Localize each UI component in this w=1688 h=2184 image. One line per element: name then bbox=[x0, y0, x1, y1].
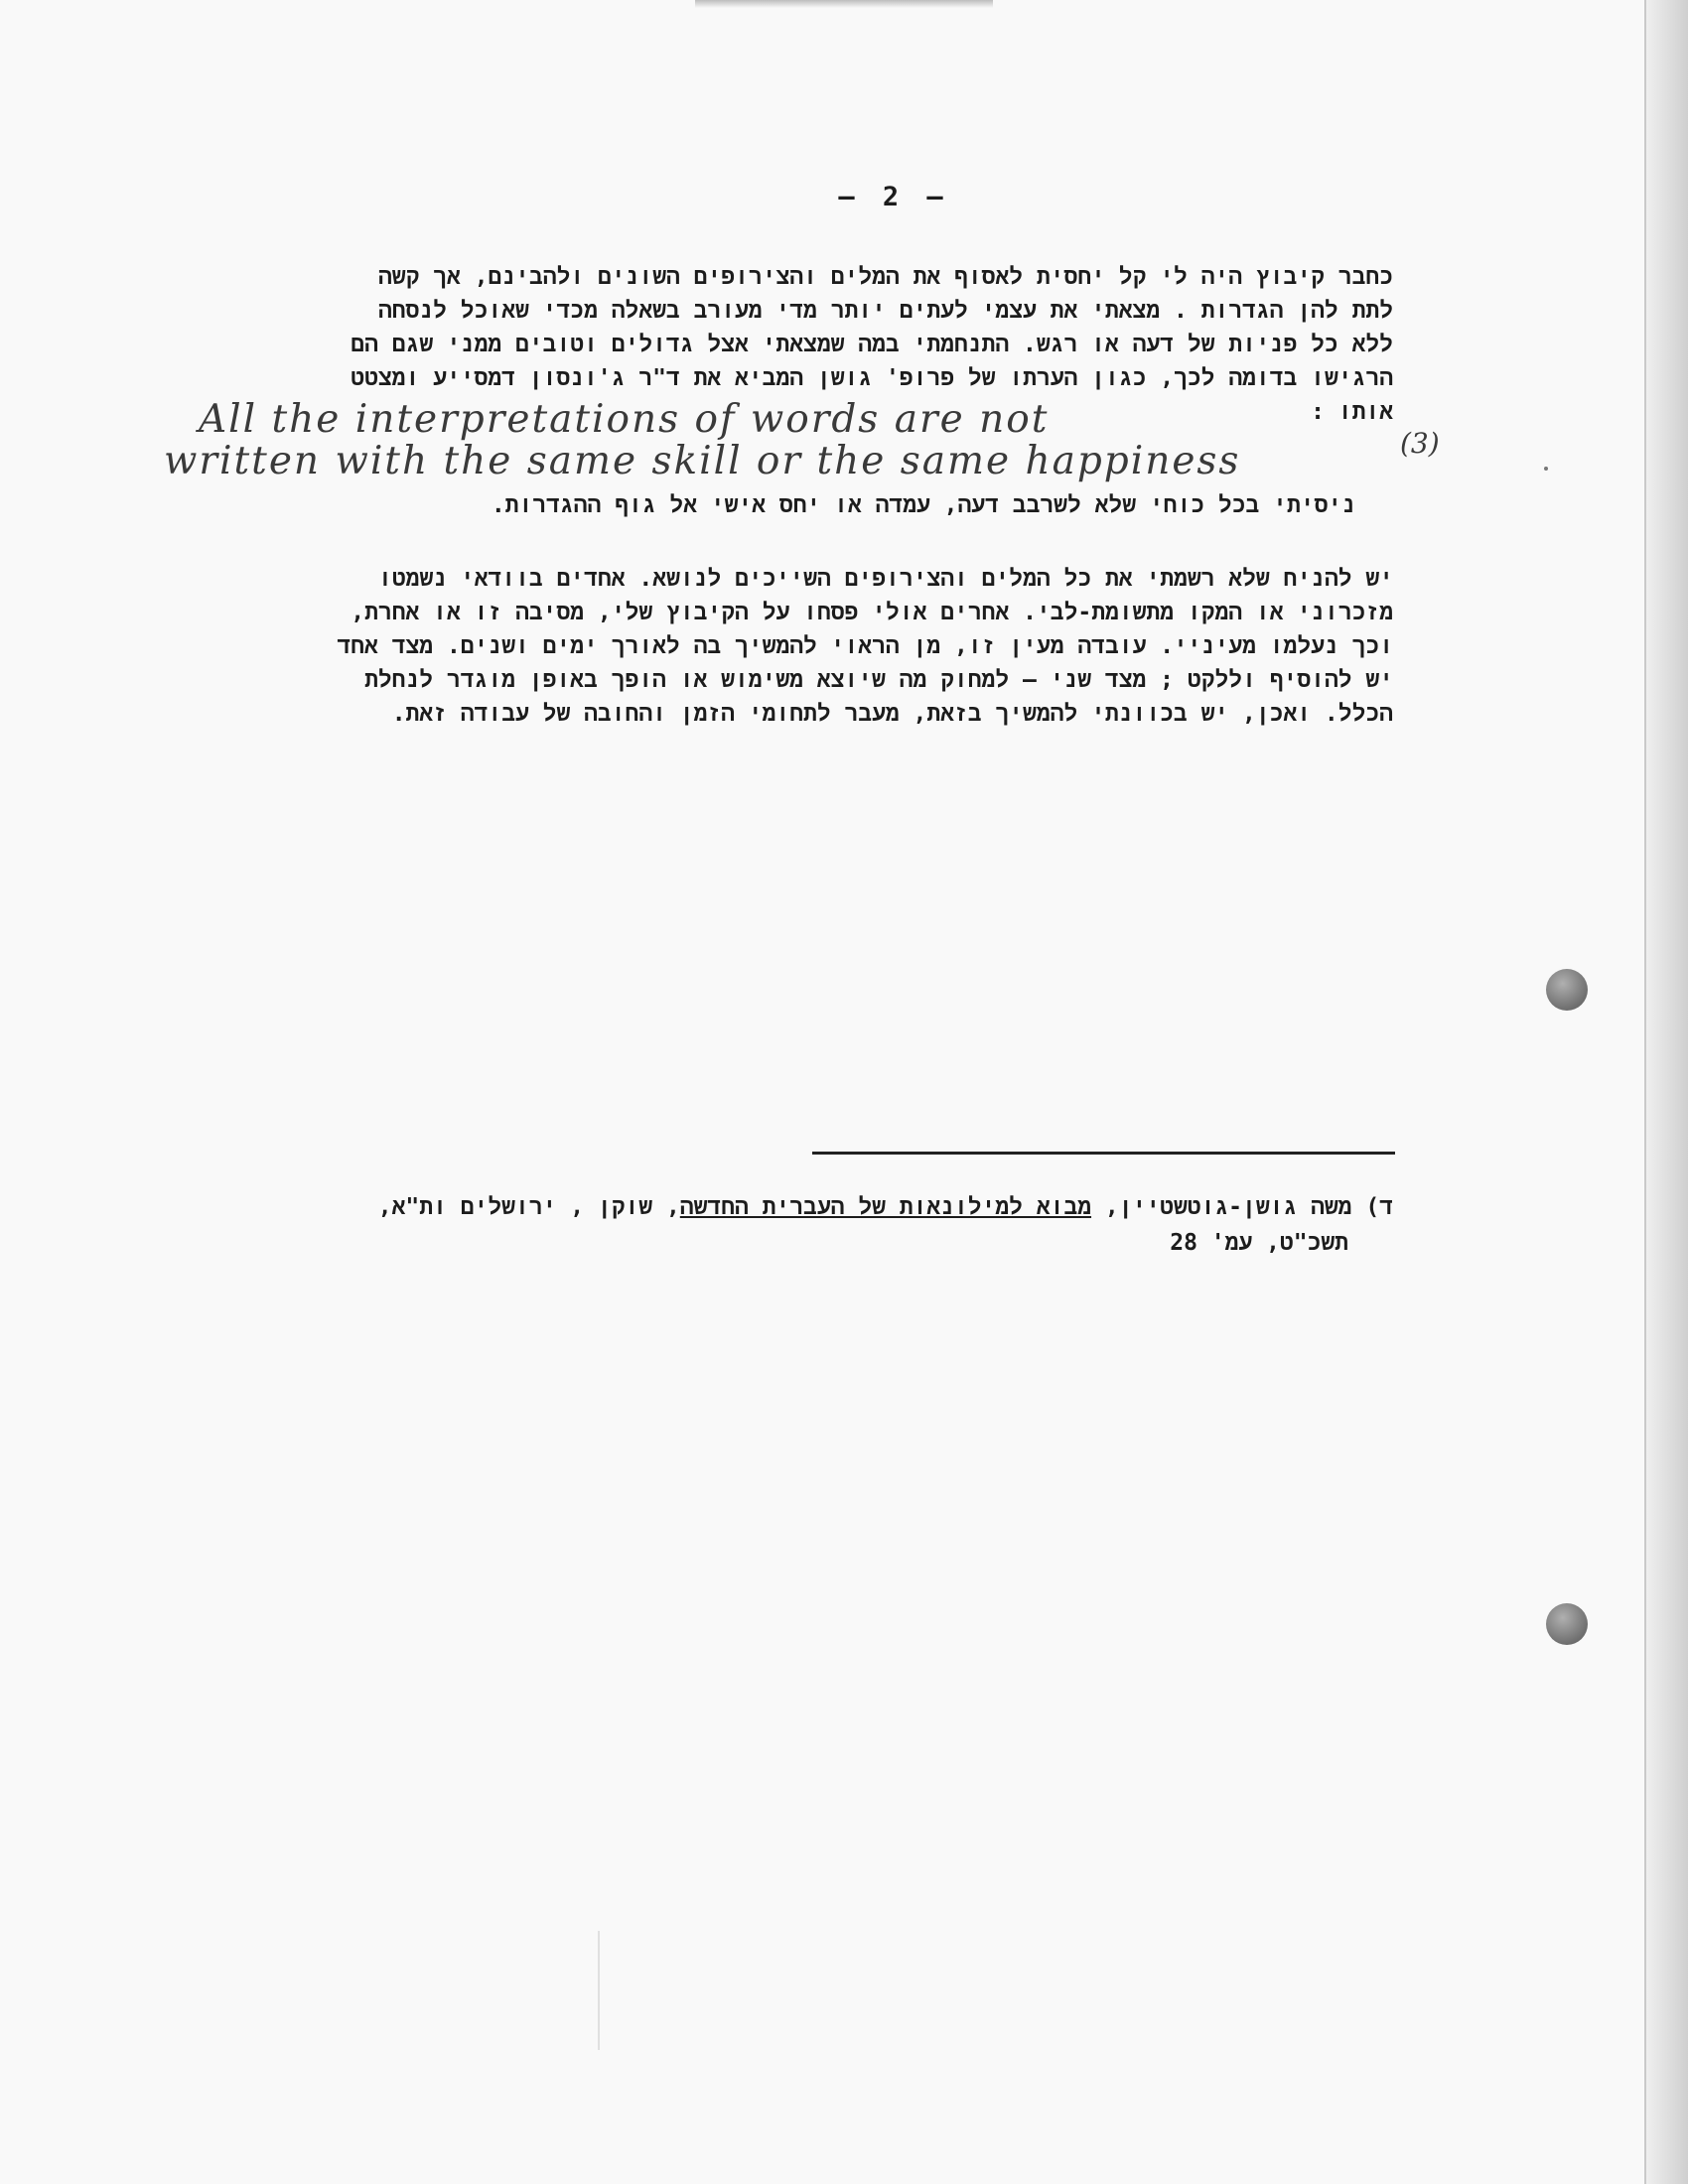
footnote bbox=[378, 1189, 1393, 1261]
paragraph-line: מזכרוני או המקו מתשומת-לבי. אחרים אולי פסחו על הקיבוץ שלי, מסיבה זו או אחרת, bbox=[351, 600, 1393, 625]
footnote-year-page: תשכ"ט, עמ' 28 bbox=[1170, 1230, 1348, 1256]
punch-hole bbox=[1546, 1603, 1588, 1645]
footnote-publisher: , שוקן , ירושלים ות"א, bbox=[377, 1194, 680, 1220]
paragraph-line: יש להניח שלא רשמתי את כל המלים והצירופים השייכים לנושא. אחדים בוודאי נשמטו bbox=[378, 566, 1393, 592]
ink-dot bbox=[1544, 467, 1548, 471]
footnote-title: מבוא למילונאות של העברית החדשה bbox=[679, 1194, 1092, 1220]
paragraph-line: וכך נעלמו מעיניי. עובדה מעין זו, מן הראוי להמשיך בה לאורך ימים ושנים. מצד אחד bbox=[337, 633, 1393, 659]
handwritten-footnote-mark: (3) bbox=[1400, 427, 1440, 460]
scan-smudge bbox=[695, 0, 993, 8]
paragraph-line: לתת להן הגדרות . מצאתי את עצמי לעתים יותר מדי מעורב בשאלה מכדי שאוכל לנסחה bbox=[377, 298, 1393, 324]
paragraph-line: הכלל. ואכן, יש בכוונתי להמשיך בזאת, מעבר לתחומי הזמן והחובה של עבודה זאת. bbox=[391, 701, 1393, 727]
page-edge-shadow bbox=[1646, 0, 1688, 2184]
punch-hole bbox=[1546, 969, 1588, 1011]
handwritten-quote-line-2: written with the same skill or the same happiness bbox=[164, 439, 1241, 483]
paragraph-line: כחבר קיבוץ היה לי קל יחסית לאסוף את המלים והצירופים השונים ולהבינם, אך קשה bbox=[378, 264, 1393, 290]
footnote-line bbox=[378, 1189, 1393, 1225]
paragraph-collection bbox=[337, 562, 1393, 731]
footnote-author: משה גושן-גוטשטיין, bbox=[1104, 1194, 1352, 1220]
page-number: – 2 – bbox=[838, 182, 949, 212]
paragraph-definitions bbox=[492, 488, 1355, 522]
paragraph-line: אותו : bbox=[1311, 399, 1393, 425]
paragraph-line: ניסיתי בכל כוחי שלא לשרבב דעה, עמדה או יחס אישי אל גוף ההגדרות. bbox=[491, 492, 1355, 518]
paragraph-line: הרגישו בדומה לכך, כגון הערתו של פרופ' גושן המביא את ד"ר ג'ונסון דמסייע ומצטט bbox=[351, 365, 1393, 391]
scan-mark bbox=[598, 1931, 600, 2050]
paragraph-line: יש להוסיף וללקט ; מצד שני – למחוק מה שיוצא משימוש או הופך באופן מוגדר לנחלת bbox=[364, 667, 1393, 693]
handwritten-quote-line-1: All the interpretations of words are not bbox=[199, 397, 1050, 442]
footnote-marker: ד) bbox=[1365, 1194, 1393, 1220]
paragraph-line: ללא כל פניות של דעה או רגש. התנחמתי במה שמצאתי אצל גדולים וטובים ממני שגם הם bbox=[351, 332, 1393, 357]
footnote-separator bbox=[812, 1152, 1395, 1155]
